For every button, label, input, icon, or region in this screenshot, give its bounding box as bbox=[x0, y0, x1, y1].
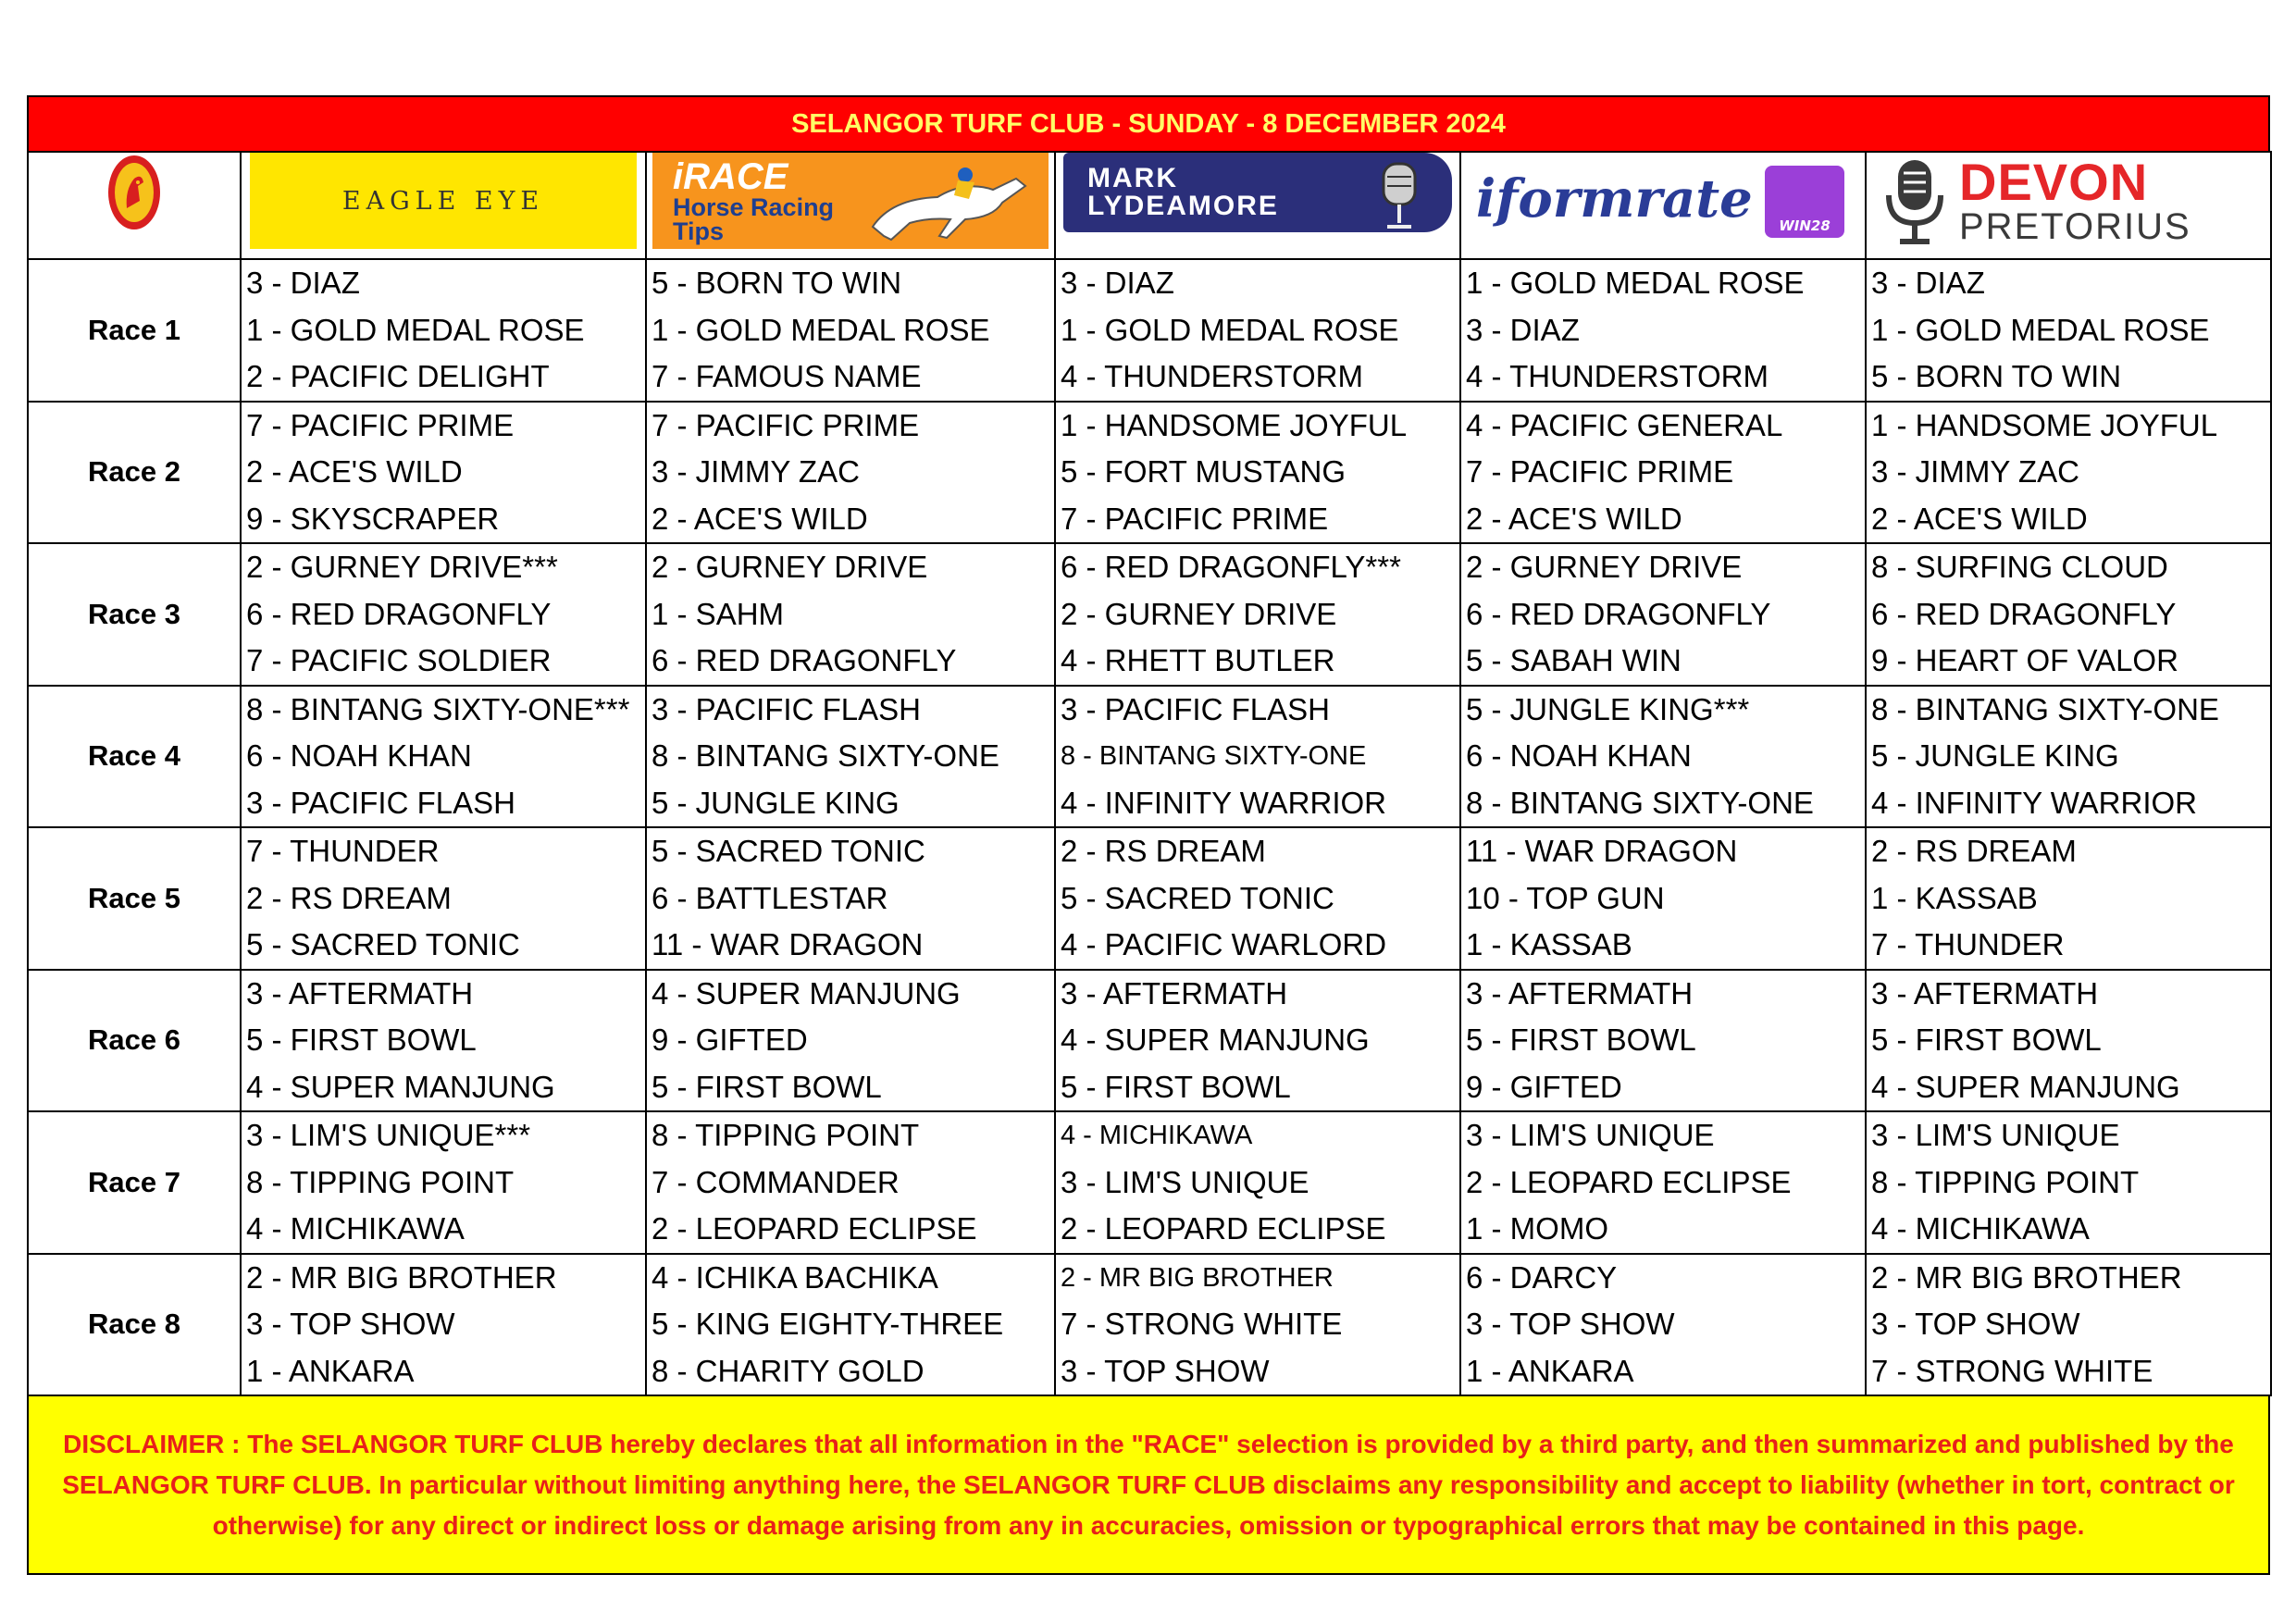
pick-item: 3 - JIMMY ZAC bbox=[1871, 454, 2079, 489]
tipster-picks-cell bbox=[1866, 259, 2271, 402]
microphone-icon bbox=[1359, 158, 1433, 232]
tipster-picks-cell bbox=[646, 543, 1055, 686]
pick-item: 5 - FIRST BOWL bbox=[652, 1069, 882, 1104]
pick-item: 2 - RS DREAM bbox=[1871, 834, 2077, 868]
pick-item: 5 - SABAH WIN bbox=[1466, 643, 1682, 677]
tipster-picks-cell bbox=[1866, 1111, 2271, 1254]
pick-item: 8 - BINTANG SIXTY-ONE*** bbox=[246, 691, 630, 726]
tipster-picks-cell bbox=[1055, 1111, 1460, 1254]
tipster-picks-cell bbox=[1460, 686, 1866, 828]
win28-text: WIN28 bbox=[1779, 217, 1831, 234]
pick-item: 1 - MOMO bbox=[1466, 1211, 1608, 1246]
pick-item: 3 - DIAZ bbox=[1466, 312, 1580, 347]
pick-item: 1 - KASSAB bbox=[1466, 927, 1632, 961]
pick-item: 8 - TIPPING POINT bbox=[246, 1164, 515, 1199]
pick-item: 6 - RED DRAGONFLY*** bbox=[1061, 550, 1401, 584]
pick-item: 3 - TOP SHOW bbox=[1871, 1307, 2080, 1341]
race-label: Race 4 bbox=[28, 686, 241, 828]
tipster-picks-cell bbox=[1866, 402, 2271, 544]
tipster-picks-cell bbox=[1460, 402, 1866, 544]
pick-item: 8 - CHARITY GOLD bbox=[652, 1353, 925, 1388]
irace-sub1: Horse Racing bbox=[673, 193, 835, 221]
pick-item: 3 - PACIFIC FLASH bbox=[652, 691, 921, 726]
pick-item: 8 - TIPPING POINT bbox=[1871, 1164, 2140, 1199]
tipster-picks-cell bbox=[1460, 970, 1866, 1112]
race-row bbox=[28, 402, 2271, 544]
pick-item: 3 - JIMMY ZAC bbox=[652, 454, 860, 489]
pick-item: 6 - RED DRAGONFLY bbox=[652, 643, 957, 677]
pick-item: 4 - INFINITY WARRIOR bbox=[1061, 785, 1387, 820]
pick-item: 7 - COMMANDER bbox=[652, 1164, 900, 1199]
tipster-picks-cell bbox=[241, 1254, 646, 1396]
irace-sub2: Tips bbox=[673, 217, 725, 245]
win28-badge bbox=[1765, 166, 1844, 238]
pick-item: 2 - GURNEY DRIVE bbox=[1466, 550, 1743, 584]
race-label: Race 8 bbox=[28, 1254, 241, 1396]
pick-item: 3 - AFTERMATH bbox=[1466, 975, 1694, 1010]
pick-item: 5 - KING EIGHTY-THREE bbox=[652, 1307, 1004, 1341]
iformrate-logo bbox=[1469, 153, 1857, 245]
tipster-picks-cell bbox=[646, 1111, 1055, 1254]
tipster-picks-cell bbox=[646, 259, 1055, 402]
pick-item: 4 - THUNDERSTORM bbox=[1061, 359, 1363, 393]
pick-item: 8 - SURFING CLOUD bbox=[1871, 550, 2168, 584]
pick-item: 8 - BINTANG SIXTY-ONE bbox=[1061, 741, 1367, 771]
pick-item: 3 - TOP SHOW bbox=[246, 1307, 455, 1341]
tipster-picks-cell bbox=[1055, 402, 1460, 544]
pick-item: 4 - SUPER MANJUNG bbox=[246, 1069, 555, 1104]
tipster-picks-cell bbox=[1460, 1254, 1866, 1396]
race-row bbox=[28, 1111, 2271, 1254]
race-label: Race 5 bbox=[28, 827, 241, 970]
race-label: Race 3 bbox=[28, 543, 241, 686]
tipster-picks-cell bbox=[1055, 970, 1460, 1112]
race-label: Race 2 bbox=[28, 402, 241, 544]
disclaimer: DISCLAIMER : The SELANGOR TURF CLUB hereby declares that all information in the "RACE" selection is provided by a third party, and then summarized and published by the SELANGOR TURF CLUB. In particular without limiting anything here, the SELANGOR TURF CLUB disclaims any responsibility and accept to liability (whether in tort, contract or otherwise) for any direct or indirect loss or damage arising from any in accuracies, omission or typographical errors that may be contained in this page. bbox=[27, 1396, 2270, 1575]
tipster-picks-cell bbox=[1460, 543, 1866, 686]
pick-item: 4 - INFINITY WARRIOR bbox=[1871, 785, 2198, 820]
horse-rider-icon bbox=[854, 162, 1039, 242]
pick-item: 5 - SACRED TONIC bbox=[1061, 880, 1334, 915]
pick-item: 1 - GOLD MEDAL ROSE bbox=[246, 312, 585, 347]
tipster-picks-cell bbox=[1460, 827, 1866, 970]
tipster-picks-cell bbox=[646, 827, 1055, 970]
pick-item: 3 - DIAZ bbox=[246, 266, 360, 300]
tipster-picks-cell bbox=[646, 686, 1055, 828]
pick-item: 1 - ANKARA bbox=[246, 1353, 415, 1388]
irace-title: iRACE bbox=[673, 156, 788, 197]
pick-item: 9 - GIFTED bbox=[1466, 1069, 1622, 1104]
tipster-picks-cell bbox=[1055, 543, 1460, 686]
race-row bbox=[28, 827, 2271, 970]
race-row bbox=[28, 1254, 2271, 1396]
pick-item: 4 - SUPER MANJUNG bbox=[1061, 1023, 1370, 1057]
pick-item: 1 - GOLD MEDAL ROSE bbox=[1061, 312, 1399, 347]
pick-item: 5 - SACRED TONIC bbox=[652, 834, 925, 868]
tipster-picks-cell bbox=[241, 259, 646, 402]
race-row bbox=[28, 543, 2271, 686]
devon-name-2: PRETORIUS bbox=[1959, 206, 2191, 247]
tipster-picks-cell bbox=[646, 970, 1055, 1112]
pick-item: 7 - PACIFIC PRIME bbox=[1466, 454, 1734, 489]
tipster-picks-cell bbox=[1055, 686, 1460, 828]
pick-item: 10 - TOP GUN bbox=[1466, 880, 1665, 915]
pick-item: 4 - PACIFIC GENERAL bbox=[1466, 407, 1783, 442]
pick-item: 7 - STRONG WHITE bbox=[1061, 1307, 1343, 1341]
tipster-picks-cell bbox=[1055, 259, 1460, 402]
devon-pretorius-logo bbox=[1874, 153, 2263, 249]
pick-item: 9 - GIFTED bbox=[652, 1023, 808, 1057]
pick-item: 5 - FIRST BOWL bbox=[246, 1023, 477, 1057]
irace-logo-cell bbox=[646, 152, 1055, 259]
pick-item: 1 - KASSAB bbox=[1871, 880, 2038, 915]
pick-item: 8 - BINTANG SIXTY-ONE bbox=[1871, 691, 2219, 726]
pick-item: 2 - MR BIG BROTHER bbox=[246, 1259, 557, 1295]
tipster-picks-cell bbox=[241, 970, 646, 1112]
tipster-picks-cell bbox=[241, 402, 646, 544]
pick-item: 2 - RS DREAM bbox=[1061, 834, 1266, 868]
pick-item: 5 - SACRED TONIC bbox=[246, 927, 520, 961]
pick-item: 8 - BINTANG SIXTY-ONE bbox=[652, 738, 999, 773]
race-row bbox=[28, 970, 2271, 1112]
pick-item: 2 - ACE'S WILD bbox=[1466, 501, 1682, 536]
pick-item: 2 - MR BIG BROTHER bbox=[1871, 1259, 2182, 1295]
pick-item: 3 - PACIFIC FLASH bbox=[1061, 691, 1330, 726]
mark-name-1: MARK bbox=[1087, 163, 1178, 193]
pick-item: 2 - PACIFIC DELIGHT bbox=[246, 359, 550, 393]
race-label: Race 1 bbox=[28, 259, 241, 402]
pick-item: 4 - MICHIKAWA bbox=[1061, 1121, 1253, 1150]
pick-item: 7 - STRONG WHITE bbox=[1871, 1353, 2153, 1388]
pick-item: 7 - THUNDER bbox=[1871, 927, 2065, 961]
club-logo-cell bbox=[28, 152, 241, 259]
pick-item: 8 - TIPPING POINT bbox=[652, 1118, 920, 1152]
pick-item: 3 - LIM'S UNIQUE bbox=[1871, 1118, 2120, 1152]
tips-sheet bbox=[27, 95, 2270, 1575]
pick-item: 2 - ACE'S WILD bbox=[246, 454, 463, 489]
race-label: Race 7 bbox=[28, 1111, 241, 1254]
tipster-picks-cell bbox=[241, 1111, 646, 1254]
pick-item: 2 - MR BIG BROTHER bbox=[1061, 1262, 1334, 1293]
pick-item: 2 - GURNEY DRIVE bbox=[652, 550, 928, 584]
pick-item: 1 - HANDSOME JOYFUL bbox=[1061, 407, 1408, 442]
pick-item: 1 - GOLD MEDAL ROSE bbox=[1466, 266, 1805, 300]
pick-item: 9 - SKYSCRAPER bbox=[246, 501, 500, 536]
club-crest-icon bbox=[106, 153, 162, 232]
pick-item: 4 - MICHIKAWA bbox=[1871, 1211, 2090, 1246]
pick-item: 5 - FIRST BOWL bbox=[1061, 1069, 1291, 1104]
pick-item: 2 - RS DREAM bbox=[246, 880, 452, 915]
eagle-eye-text: EAGLE EYE bbox=[341, 186, 545, 216]
pick-item: 5 - JUNGLE KING bbox=[1871, 738, 2119, 773]
logo-row bbox=[28, 152, 2271, 259]
pick-item: 2 - ACE'S WILD bbox=[1871, 501, 2088, 536]
mark-logo-cell bbox=[1055, 152, 1460, 259]
pick-item: 3 - TOP SHOW bbox=[1061, 1353, 1270, 1388]
pick-item: 4 - SUPER MANJUNG bbox=[1871, 1069, 2180, 1104]
iformrate-text: iformrate bbox=[1476, 168, 1753, 229]
pick-item: 3 - AFTERMATH bbox=[1061, 975, 1288, 1010]
pick-item: 6 - NOAH KHAN bbox=[1466, 738, 1692, 773]
page-title: SELANGOR TURF CLUB - SUNDAY - 8 DECEMBER 2024 bbox=[27, 95, 2270, 151]
pick-item: 3 - DIAZ bbox=[1871, 266, 1985, 300]
pick-item: 7 - PACIFIC PRIME bbox=[1061, 501, 1329, 536]
pick-item: 7 - PACIFIC PRIME bbox=[246, 407, 515, 442]
pick-item: 7 - PACIFIC SOLDIER bbox=[246, 643, 552, 677]
pick-item: 3 - AFTERMATH bbox=[246, 975, 474, 1010]
race-row bbox=[28, 686, 2271, 828]
pick-item: 2 - ACE'S WILD bbox=[652, 501, 868, 536]
pick-item: 1 - SAHM bbox=[652, 596, 785, 631]
tipster-picks-cell bbox=[1866, 543, 2271, 686]
pick-item: 2 - LEOPARD ECLIPSE bbox=[652, 1211, 977, 1246]
tipster-picks-cell bbox=[1866, 686, 2271, 828]
tipster-picks-cell bbox=[1460, 1111, 1866, 1254]
iformrate-logo-cell bbox=[1460, 152, 1866, 259]
pick-item: 4 - MICHIKAWA bbox=[246, 1211, 465, 1246]
pick-item: 3 - LIM'S UNIQUE bbox=[1466, 1118, 1715, 1152]
pick-item: 1 - GOLD MEDAL ROSE bbox=[652, 312, 990, 347]
irace-logo bbox=[652, 153, 1049, 249]
pick-item: 4 - THUNDERSTORM bbox=[1466, 359, 1769, 393]
pick-item: 4 - RHETT BUTLER bbox=[1061, 643, 1335, 677]
pick-item: 5 - JUNGLE KING bbox=[652, 785, 900, 820]
tipster-picks-cell bbox=[241, 543, 646, 686]
pick-item: 6 - RED DRAGONFLY bbox=[246, 596, 552, 631]
pick-item: 1 - HANDSOME JOYFUL bbox=[1871, 407, 2218, 442]
tipster-picks-cell bbox=[646, 402, 1055, 544]
pick-item: 2 - GURNEY DRIVE bbox=[1061, 596, 1337, 631]
pick-item: 4 - ICHIKA BACHIKA bbox=[652, 1259, 938, 1295]
pick-item: 7 - PACIFIC PRIME bbox=[652, 407, 920, 442]
tipster-picks-cell bbox=[1866, 1254, 2271, 1396]
pick-item: 6 - DARCY bbox=[1466, 1259, 1618, 1295]
pick-item: 2 - GURNEY DRIVE*** bbox=[246, 550, 558, 584]
pick-item: 5 - FORT MUSTANG bbox=[1061, 454, 1347, 489]
mark-lydeamore-logo bbox=[1063, 153, 1452, 232]
pick-item: 6 - RED DRAGONFLY bbox=[1871, 596, 2177, 631]
race-label: Race 6 bbox=[28, 970, 241, 1112]
pick-item: 5 - BORN TO WIN bbox=[652, 266, 902, 300]
pick-item: 8 - BINTANG SIXTY-ONE bbox=[1466, 785, 1814, 820]
pick-item: 3 - DIAZ bbox=[1061, 266, 1174, 300]
pick-item: 3 - TOP SHOW bbox=[1466, 1307, 1675, 1341]
mark-name-2: LYDEAMORE bbox=[1087, 191, 1279, 221]
pick-item: 4 - SUPER MANJUNG bbox=[652, 975, 961, 1010]
pick-item: 5 - FIRST BOWL bbox=[1466, 1023, 1696, 1057]
tipster-picks-cell bbox=[1055, 1254, 1460, 1396]
pick-item: 5 - FIRST BOWL bbox=[1871, 1023, 2102, 1057]
pick-item: 6 - RED DRAGONFLY bbox=[1466, 596, 1771, 631]
tipster-picks-cell bbox=[1866, 970, 2271, 1112]
pick-item: 7 - FAMOUS NAME bbox=[652, 359, 922, 393]
pick-item: 4 - PACIFIC WARLORD bbox=[1061, 927, 1387, 961]
tipster-picks-cell bbox=[1866, 827, 2271, 970]
eagle-eye-logo-cell bbox=[241, 152, 646, 259]
pick-item: 11 - WAR DRAGON bbox=[1466, 834, 1738, 868]
eagle-eye-logo bbox=[250, 153, 637, 249]
pick-item: 6 - BATTLESTAR bbox=[652, 880, 888, 915]
pick-item: 9 - HEART OF VALOR bbox=[1871, 643, 2178, 677]
tipster-picks-cell bbox=[646, 1254, 1055, 1396]
pick-item: 1 - ANKARA bbox=[1466, 1353, 1634, 1388]
tipster-picks-cell bbox=[241, 827, 646, 970]
pick-item: 11 - WAR DRAGON bbox=[652, 927, 924, 961]
tips-table bbox=[27, 151, 2272, 1396]
devon-name-1: DEVON bbox=[1959, 153, 2149, 211]
pick-item: 3 - AFTERMATH bbox=[1871, 975, 2099, 1010]
pick-item: 3 - LIM'S UNIQUE*** bbox=[246, 1118, 531, 1152]
tipster-picks-cell bbox=[1460, 259, 1866, 402]
tipster-picks-cell bbox=[1055, 827, 1460, 970]
pick-item: 2 - LEOPARD ECLIPSE bbox=[1466, 1164, 1792, 1199]
pick-item: 1 - GOLD MEDAL ROSE bbox=[1871, 312, 2210, 347]
microphone-icon bbox=[1878, 156, 1952, 245]
devon-logo-cell bbox=[1866, 152, 2271, 259]
pick-item: 5 - JUNGLE KING*** bbox=[1466, 691, 1750, 726]
pick-item: 7 - THUNDER bbox=[246, 834, 440, 868]
pick-item: 6 - NOAH KHAN bbox=[246, 738, 472, 773]
pick-item: 3 - PACIFIC FLASH bbox=[246, 785, 515, 820]
pick-item: 5 - BORN TO WIN bbox=[1871, 359, 2122, 393]
race-row bbox=[28, 259, 2271, 402]
pick-item: 2 - LEOPARD ECLIPSE bbox=[1061, 1211, 1386, 1246]
pick-item: 3 - LIM'S UNIQUE bbox=[1061, 1164, 1309, 1199]
tipster-picks-cell bbox=[241, 686, 646, 828]
